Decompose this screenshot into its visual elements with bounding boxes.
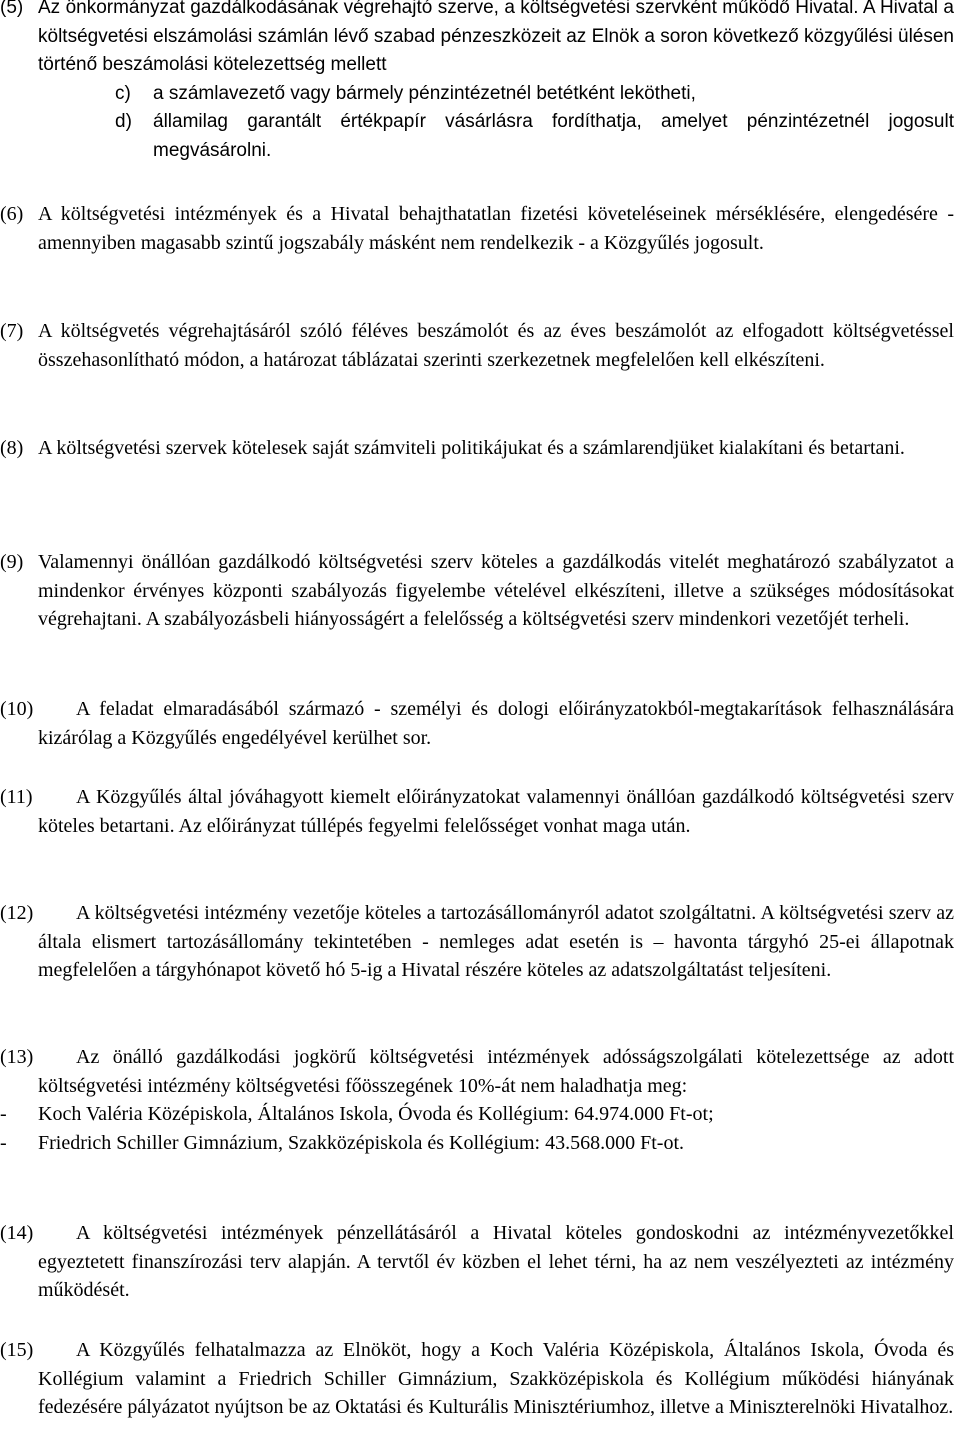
sub-item-letter: d): [115, 111, 132, 133]
paragraph-10-main: [0, 695, 954, 752]
paragraph-number: (10): [0, 698, 34, 720]
paragraph-number: (12): [0, 902, 34, 924]
paragraph-7: [0, 317, 954, 374]
paragraph-text: A költségvetés végrehajtásáról szóló féléves beszámolót és az éves beszámolót az elfogadott költségvetéssel összehasonlítható módon, a határozat táblázatai szerinti szerkezetnek megfelelően kell elkészíteni.: [38, 320, 954, 371]
paragraph-5: [0, 0, 954, 166]
paragraph-number: (15): [0, 1339, 34, 1361]
paragraph-13: [0, 1043, 954, 1157]
list-item-text: Koch Valéria Középiskola, Általános Iskola, Óvoda és Kollégium: 64.974.000 Ft-ot;: [38, 1103, 714, 1125]
paragraph-15: [0, 1336, 954, 1422]
list-item-text: Friedrich Schiller Gimnázium, Szakközépiskola és Kollégium: 43.568.000 Ft-ot.: [38, 1131, 685, 1154]
list-item: [0, 1100, 954, 1129]
paragraph-number: (14): [0, 1222, 34, 1244]
paragraph-text: Az önálló gazdálkodási jogkörű költségvetési intézmények adósságszolgálati kötelezettsége az adott költségvetési intézmény költségvetési főösszegének 10%-át nem haladhatja meg:: [38, 1046, 954, 1097]
paragraph-text: A feladat elmaradásából származó - személyi és dologi előirányzatokból-megtakarítások felhasználására kizárólag a Közgyűlés engedélyével kerülhet sor.: [38, 698, 954, 749]
paragraph-15-main: [0, 1336, 954, 1422]
paragraph-number: (9): [0, 551, 24, 573]
sub-item-text: államilag garantált értékpapír vásárlásra fordíthatja, amelyet pénzintézetnél jogosult megvásárolni.: [153, 111, 954, 161]
paragraph-text: Valamennyi önállóan gazdálkodó költségvetési szerv köteles a gazdálkodás vitelét meghatározó szabályzatot a mindenkor érvényes központi szabályozás figyelembe vételével elkészíteni, illetve a szükséges módosításokat végrehajtani. A szabályozásbeli hiányosságért a felelősség a költségvetési szerv mindenkori vezetőjét terheli.: [38, 551, 954, 630]
paragraph-text: A Közgyűlés felhatalmazza az Elnököt, hogy a Koch Valéria Középiskola, Általános Iskola, Óvoda és Kollégium valamint a Friedrich Schiller Gimnázium, Szakközépiskola és Kollégium működési hiányának fedezésére pályázatot nyújtson be az Oktatási és Kulturális Minisztériumhoz, illetve a Miniszterelnöki Hivatalhoz.: [38, 1339, 954, 1418]
paragraph-8: [0, 434, 954, 463]
paragraph-14-main: [0, 1219, 954, 1305]
paragraph-11-main: [0, 783, 954, 840]
paragraph-9: [0, 548, 954, 634]
paragraph-7-main: [0, 317, 954, 374]
paragraph-11: [0, 783, 954, 840]
sub-item-text: a számlavezető vagy bármely pénzintézetnél betétként lekötheti,: [153, 82, 696, 104]
paragraph-14: [0, 1219, 954, 1305]
paragraph-number: (6): [0, 203, 24, 225]
paragraph-number: (5): [0, 0, 24, 18]
paragraph-8-main: [0, 434, 954, 463]
sub-item-d: [0, 108, 954, 165]
paragraph-number: (13): [0, 1046, 34, 1068]
paragraph-10: [0, 695, 954, 752]
sub-item-c: [0, 80, 954, 109]
paragraph-13-main: [0, 1043, 954, 1100]
paragraph-text: A költségvetési intézmények pénzellátásáról a Hivatal köteles gondoskodni az intézményvezetőkkel egyeztetett finanszírozási terv alapján. A tervtől év közben el lehet térni, ha az nem veszélyezteti az intézmény működését.: [38, 1222, 954, 1301]
paragraph-text: A költségvetési intézmény vezetője köteles a tartozásállományról adatot szolgáltatni. A költségvetési szerv az általa elismert tartozásállomány tekintetében - nemleges adat esetén is – havonta tárgyhó 25-ei állapotnak megfelelően a tárgyhónapot követő hó 5-ig a Hivatal részére köteles az adatszolgáltatást teljesíteni.: [38, 902, 954, 981]
paragraph-12: [0, 899, 954, 985]
paragraph-text: A költségvetési szervek kötelesek saját számviteli politikájukat és a számlarendjüket kialakítani és betartani.: [38, 437, 905, 459]
paragraph-number: (7): [0, 320, 24, 342]
paragraph-6-main: [0, 200, 954, 257]
paragraph-number: (8): [0, 437, 24, 459]
paragraph-text: Az önkormányzat gazdálkodásának végrehajtó szerve, a költségvetési szervként működő Hivatal. A Hivatal a költségvetési elszámolási számlán lévő szabad pénzeszközeit az Elnök a soron következő közgyűlési ülésen történő beszámolási kötelezettség mellett: [38, 0, 954, 76]
list-dash: -: [0, 1131, 7, 1154]
list-item: [0, 1129, 954, 1158]
paragraph-text: A költségvetési intézmények és a Hivatal behajthatatlan fizetési követeléseinek mérséklésére, elengedésére - amennyiben magasabb szintű jogszabály másként nem rendelkezik - a Közgyűlés jogosult.: [38, 203, 954, 254]
sub-item-letter: c): [115, 82, 131, 104]
paragraph-5-main: [0, 0, 954, 80]
paragraph-9-main: [0, 548, 954, 634]
paragraph-6: [0, 200, 954, 257]
paragraph-text: A Közgyűlés által jóváhagyott kiemelt előirányzatokat valamennyi önállóan gazdálkodó költségvetési szerv köteles betartani. Az előirányzat túllépés fegyelmi felelősséget vonhat maga után.: [38, 786, 954, 837]
paragraph-12-main: [0, 899, 954, 985]
list-dash: -: [0, 1103, 7, 1125]
paragraph-number: (11): [0, 786, 33, 808]
